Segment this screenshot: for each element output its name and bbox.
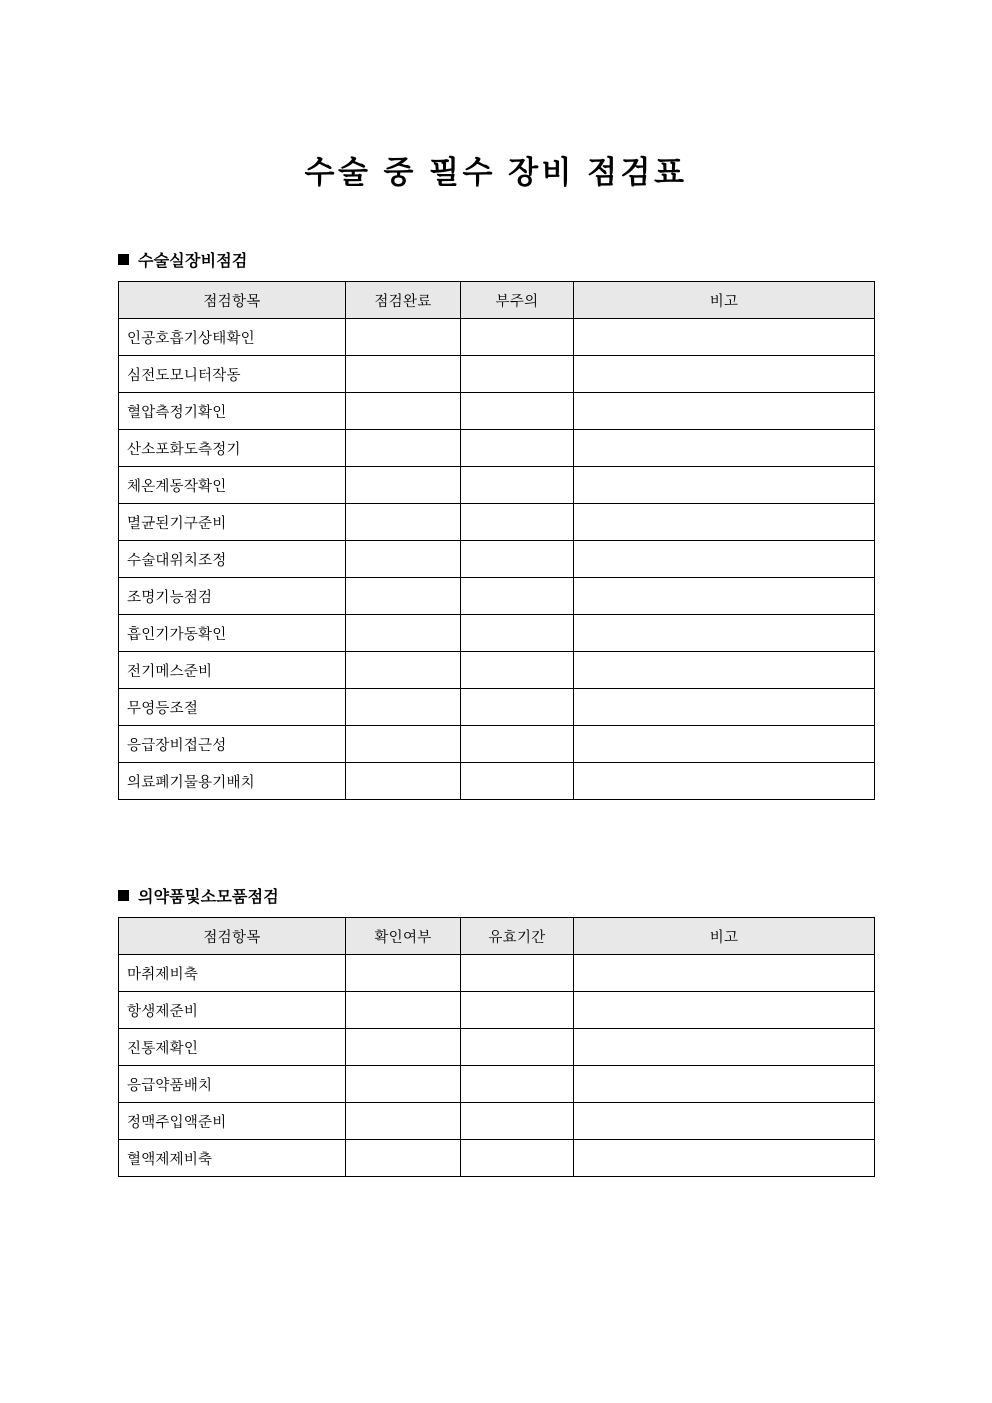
checklist-item-label: 항생제준비 bbox=[119, 992, 346, 1029]
table-row bbox=[119, 393, 875, 430]
expiry-cell[interactable] bbox=[461, 992, 574, 1029]
medication-checklist-table bbox=[118, 917, 875, 1177]
section-heading bbox=[118, 248, 875, 270]
table-row bbox=[119, 1140, 875, 1177]
checkbox-cell-caution[interactable] bbox=[461, 578, 574, 615]
note-cell[interactable] bbox=[574, 319, 875, 356]
checkbox-cell-confirm[interactable] bbox=[346, 992, 461, 1029]
checklist-item-label: 인공호흡기상태확인 bbox=[119, 319, 346, 356]
table-row bbox=[119, 467, 875, 504]
expiry-cell[interactable] bbox=[461, 1140, 574, 1177]
note-cell[interactable] bbox=[574, 467, 875, 504]
checkbox-cell-done[interactable] bbox=[346, 652, 461, 689]
note-cell[interactable] bbox=[574, 992, 875, 1029]
page-title: 수술 중 필수 장비 점검표 bbox=[304, 154, 688, 190]
checkbox-cell-confirm[interactable] bbox=[346, 1140, 461, 1177]
table-row bbox=[119, 652, 875, 689]
checklist-item-label: 무영등조절 bbox=[119, 689, 346, 726]
table-row bbox=[119, 615, 875, 652]
section-medication-supplies bbox=[118, 884, 875, 1177]
table-row bbox=[119, 356, 875, 393]
checkbox-cell-done[interactable] bbox=[346, 430, 461, 467]
note-cell[interactable] bbox=[574, 356, 875, 393]
table-row bbox=[119, 955, 875, 992]
checkbox-cell-caution[interactable] bbox=[461, 467, 574, 504]
checklist-item-label: 흡인기가동확인 bbox=[119, 615, 346, 652]
column-header-confirm: 확인여부 bbox=[346, 918, 461, 955]
checkbox-cell-done[interactable] bbox=[346, 356, 461, 393]
table-row bbox=[119, 504, 875, 541]
note-cell[interactable] bbox=[574, 1029, 875, 1066]
table-row bbox=[119, 1029, 875, 1066]
checkbox-cell-caution[interactable] bbox=[461, 652, 574, 689]
note-cell[interactable] bbox=[574, 652, 875, 689]
equipment-checklist-table bbox=[118, 281, 875, 800]
checkbox-cell-done[interactable] bbox=[346, 615, 461, 652]
column-header-note: 비고 bbox=[574, 918, 875, 955]
note-cell[interactable] bbox=[574, 504, 875, 541]
checkbox-cell-done[interactable] bbox=[346, 393, 461, 430]
note-cell[interactable] bbox=[574, 541, 875, 578]
note-cell[interactable] bbox=[574, 1103, 875, 1140]
table-row bbox=[119, 1066, 875, 1103]
checkbox-cell-done[interactable] bbox=[346, 763, 461, 800]
checklist-item-label: 응급장비접근성 bbox=[119, 726, 346, 763]
note-cell[interactable] bbox=[574, 689, 875, 726]
table-row bbox=[119, 1103, 875, 1140]
checklist-item-label: 심전도모니터작동 bbox=[119, 356, 346, 393]
table-header-row bbox=[119, 918, 875, 955]
note-cell[interactable] bbox=[574, 763, 875, 800]
table-row bbox=[119, 319, 875, 356]
column-header-caution: 부주의 bbox=[461, 282, 574, 319]
table-header-row bbox=[119, 282, 875, 319]
checklist-item-label: 전기메스준비 bbox=[119, 652, 346, 689]
note-cell[interactable] bbox=[574, 615, 875, 652]
checklist-item-label: 혈압측정기확인 bbox=[119, 393, 346, 430]
table-row bbox=[119, 689, 875, 726]
section-title: 의약품및소모품점검 bbox=[138, 888, 279, 906]
checklist-item-label: 의료폐기물용기배치 bbox=[119, 763, 346, 800]
note-cell[interactable] bbox=[574, 578, 875, 615]
checklist-item-label: 정맥주입액준비 bbox=[119, 1103, 346, 1140]
section-heading bbox=[118, 884, 875, 906]
checkbox-cell-confirm[interactable] bbox=[346, 955, 461, 992]
filled-square-bullet-icon bbox=[118, 890, 129, 901]
note-cell[interactable] bbox=[574, 955, 875, 992]
checkbox-cell-done[interactable] bbox=[346, 689, 461, 726]
checklist-item-label: 체온계동작확인 bbox=[119, 467, 346, 504]
checklist-item-label: 진통제확인 bbox=[119, 1029, 346, 1066]
checkbox-cell-confirm[interactable] bbox=[346, 1029, 461, 1066]
expiry-cell[interactable] bbox=[461, 1029, 574, 1066]
checkbox-cell-caution[interactable] bbox=[461, 615, 574, 652]
checkbox-cell-done[interactable] bbox=[346, 726, 461, 763]
column-header-item: 점검항목 bbox=[119, 918, 346, 955]
checkbox-cell-caution[interactable] bbox=[461, 356, 574, 393]
checkbox-cell-done[interactable] bbox=[346, 467, 461, 504]
column-header-note: 비고 bbox=[574, 282, 875, 319]
checklist-item-label: 조명기능점검 bbox=[119, 578, 346, 615]
note-cell[interactable] bbox=[574, 430, 875, 467]
checklist-item-label: 응급약품배치 bbox=[119, 1066, 346, 1103]
checklist-item-label: 마취제비축 bbox=[119, 955, 346, 992]
note-cell[interactable] bbox=[574, 1066, 875, 1103]
note-cell[interactable] bbox=[574, 393, 875, 430]
checkbox-cell-done[interactable] bbox=[346, 541, 461, 578]
checklist-item-label: 멸균된기구준비 bbox=[119, 504, 346, 541]
note-cell[interactable] bbox=[574, 726, 875, 763]
checkbox-cell-caution[interactable] bbox=[461, 504, 574, 541]
note-cell[interactable] bbox=[574, 1140, 875, 1177]
expiry-cell[interactable] bbox=[461, 1103, 574, 1140]
checkbox-cell-confirm[interactable] bbox=[346, 1066, 461, 1103]
checklist-item-label: 혈액제제비축 bbox=[119, 1140, 346, 1177]
expiry-cell[interactable] bbox=[461, 1066, 574, 1103]
checkbox-cell-confirm[interactable] bbox=[346, 1103, 461, 1140]
checkbox-cell-caution[interactable] bbox=[461, 763, 574, 800]
checklist-item-label: 수술대위치조정 bbox=[119, 541, 346, 578]
filled-square-bullet-icon bbox=[118, 254, 129, 265]
checkbox-cell-caution[interactable] bbox=[461, 430, 574, 467]
checkbox-cell-caution[interactable] bbox=[461, 393, 574, 430]
column-header-expiry: 유효기간 bbox=[461, 918, 574, 955]
column-header-done: 점검완료 bbox=[346, 282, 461, 319]
checkbox-cell-done[interactable] bbox=[346, 578, 461, 615]
table-row bbox=[119, 726, 875, 763]
checkbox-cell-caution[interactable] bbox=[461, 541, 574, 578]
checkbox-cell-caution[interactable] bbox=[461, 319, 574, 356]
column-header-item: 점검항목 bbox=[119, 282, 346, 319]
expiry-cell[interactable] bbox=[461, 955, 574, 992]
section-surgery-room-equipment bbox=[118, 248, 875, 800]
checklist-item-label: 산소포화도측정기 bbox=[119, 430, 346, 467]
table-row bbox=[119, 763, 875, 800]
table-row bbox=[119, 541, 875, 578]
table-row bbox=[119, 578, 875, 615]
table-row bbox=[119, 992, 875, 1029]
section-title: 수술실장비점검 bbox=[138, 252, 248, 270]
checkbox-cell-done[interactable] bbox=[346, 504, 461, 541]
checkbox-cell-caution[interactable] bbox=[461, 689, 574, 726]
checkbox-cell-caution[interactable] bbox=[461, 726, 574, 763]
table-row bbox=[119, 430, 875, 467]
checkbox-cell-done[interactable] bbox=[346, 319, 461, 356]
